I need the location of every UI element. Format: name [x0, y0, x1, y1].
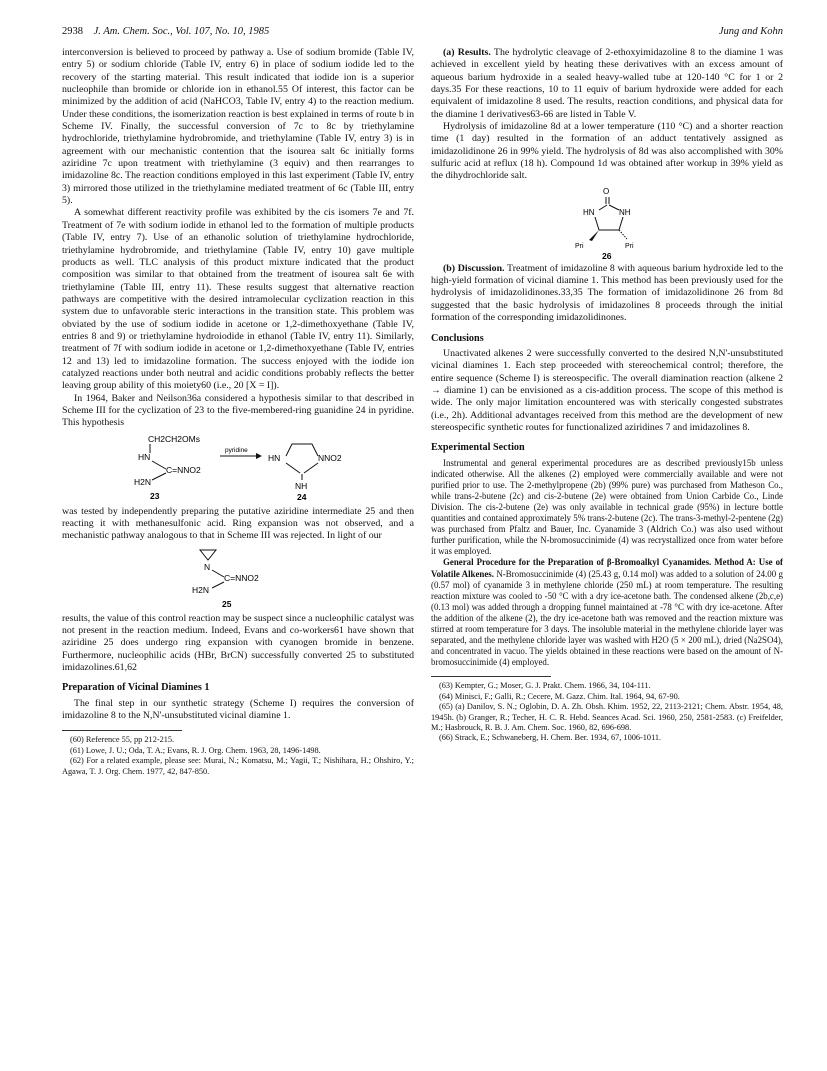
paragraph: The final step in our synthetic strategy (Scheme I) requires the conversion of imidazoline 8 to the N,N'-unsubstituted vicinal diamine 1. — [62, 697, 414, 722]
paragraph-text: N-Bromosuccinimide (4) (25.43 g, 0.14 mol) was added to a solution of 24.00 g (0.57 mol) of cyanamide 3 in methylene chloride (250 mL) at room temperature. The resulting reaction mixture was cooled to -50 °C with a dry ice-acetone bath. The condensed alkene (2b,c,e) (0.13 mol) was added through a dropping funnel maintained at -78 °C with dry ice-acetone. After the addition of the alkene (2), the dry ice-acetone bath was removed and the reaction mixture was stirred at room temperature for 3 days. The insoluble material in the methylene chloride layer was separated, and the methylene chloride layer was washed with H2O (5 × 200 mL), dried (Na2SO4), and concentrated in vacuo. The yields obtained in these reactions were based on the amount of N-bromosuccinimide (4) employed. — [431, 568, 783, 668]
paragraph: interconversion is believed to proceed by pathway a. Use of sodium bromide (Table IV, entry 5) or sodium chloride (Table IV, entry 6) in place of sodium iodide led to the recovery of the starting material. This result indicated that iodide ion is a superior nucleophile than bromide or chloride ion in ethanol.55 Of interest, this factor can be minimized by the addition of acid (NaHCO3, Table IV, entry 4) to the reaction medium. Under these conditions, the isomerization reaction is best explained in terms of route b in Scheme IV. Finally, the successful conversion of 7c to 8c by triethylamine hydrochloride, triethylamine hydrobromide, and triethylamine (Table IV, entry 3) is in agreement with our mechanistic contention that the isourea salt 6c initially forms aziridine 7c upon treatment with triethylamine (3 equiv) and then rearranges to imidazoline 8c. The reaction conditions employed in this last experiment (Table IV, entry 3) mirrored those utilized in the triethylamine mediated treatment of 6c (Table III, entry 5). — [62, 47, 414, 207]
paragraph-text: Treatment of imidazoline 8 with aqueous barium hydroxide led to the high-yield formation of vicinal diamine 1. This method has been previously used for the hydrolysis of imidazolidinones.33,35 The formation of imidazolidinone 26 from 8d suggested that the basic hydrolysis of imidazolines 8 proceeds through the initial formation of the corresponding imidazolidinones. — [431, 262, 783, 324]
paragraph: was tested by independently preparing the putative aziridine intermediate 25 and then reacting it with methanesulfonic acid. Ring expansion was not observed, and a mechanistic pathway analogous to that in Scheme III was rejected. In light of our — [62, 505, 414, 542]
journal-citation: J. Am. Chem. Soc., Vol. 107, No. 10, 1985 — [93, 26, 270, 37]
footnote: (62) For a related example, please see: Murai, N.; Komatsu, M.; Yagii, T.; Nishihara, H.; Ohshiro, Y.; Agawa, T. J. Org. Chem. 1977, 42, 847-850. — [62, 756, 414, 776]
section-heading-conclusions: Conclusions — [431, 332, 484, 344]
footnote: (64) Minisci, F.; Galli, R.; Cecere, M. Gazz. Chim. Ital. 1964, 94, 67-90. — [439, 691, 680, 701]
paragraph — [431, 47, 783, 121]
label-pyridine: pyridine — [225, 446, 248, 454]
running-header — [62, 26, 783, 37]
label-cnno2-25: C=NNO2 — [224, 572, 259, 583]
label-nno2-24: NNO2 — [318, 452, 342, 463]
page-number: 2938 — [62, 26, 83, 37]
footnote: (61) Lowe, J. U.; Oda, T. A.; Evans, R. J. Org. Chem. 1963, 28, 1496-1498. — [70, 745, 321, 755]
paragraph: Unactivated alkenes 2 were successfully converted to the desired N,N'-unsubstituted vicinal diamines 1. Each step proceeded with stereochemical control; therefore, the entire sequence (Scheme I) is stereospecific. The overall diamination reaction (alkene 2 → diamine 1) can be envisioned as a cis-addition process. The scope of this method is wide. The only major limitation encountered was with sterically congested substrates (i.e., 2h). Additional advantages received from this method are the development of new stereospecific synthetic routes for functionalized aziridines 7 and imidazolines 8. — [431, 347, 783, 433]
label-cnno2-23: C=NNO2 — [166, 464, 201, 475]
footnote-rule — [62, 730, 182, 731]
structure-26 — [547, 186, 667, 260]
compound-label-25: 25 — [222, 598, 232, 609]
label-h2n-25: H2N — [192, 584, 210, 595]
header-authors: Jung and Kohn — [718, 26, 783, 37]
label-nh-24: NH — [295, 480, 308, 491]
footnotes-left — [62, 735, 414, 777]
footnotes-right — [431, 681, 783, 743]
footnote: (60) Reference 55, pp 212-215. — [70, 735, 175, 745]
footnote-rule — [431, 676, 551, 677]
paragraph-text: The hydrolytic cleavage of 2-ethoxyimidazoline 8 to the diamine 1 was achieved in excellent yield by heating these derivatives with an excess amount of aqueous barium hydroxide in a sealed heavy-walled tube at 120-140 °C for 1 or 2 days.35 For these reactions, 10 to 11 equiv of barium hydroxide were added for each equivalent of imidazoline 8 used. The results, reaction conditions, and physical data for the diamine 1 derivatives63-66 are listed in Table V. — [431, 47, 783, 120]
paragraph: results, the value of this control reaction may be suspect since a nucleophilic catalyst was not present in the reaction medium. Indeed, Evans and co-workers61 have shown that aziridine 25 does undergo ring expansion with cyanogen bromide in benzene. Furthermore, nucleophilic acids (HBr, BrCN) successfully converted 25 to substituted imidazolines.61,62 — [62, 612, 414, 674]
compound-label-24: 24 — [297, 491, 307, 502]
paragraph — [431, 263, 783, 325]
two-column-body — [62, 47, 783, 777]
label-ch2ch2oms: CH2CH2OMs — [148, 433, 200, 444]
run-in-heading: (b) Discussion. — [443, 262, 505, 274]
right-column — [431, 47, 783, 777]
paragraph: Hydrolysis of imidazoline 8d at a lower temperature (110 °C) and a shorter reaction time (1 day) resulted in the formation of an adduct tentatively assigned as imidazolidinone 26 in 99% yield. The hydrolysis of 8d was also accomplished with 30% sulfuric acid at reflux (18 h). Compound 1d was obtained after workup in 39% yield as the dihydrochloride salt. — [431, 121, 783, 182]
run-in-heading: (a) Results. — [443, 47, 491, 58]
paragraph: In 1964, Baker and Neilson36a considered a hypothesis similar to that described in Scheme III for the cyclization of 23 to the five-membered-ring guanidine 24 in pyridine. This hypothesis — [62, 392, 414, 429]
label-pr-right-26: Pri — [625, 242, 634, 250]
compound-label-23: 23 — [150, 490, 160, 501]
experimental-text — [431, 458, 783, 669]
footnote: (63) Kempter, G.; Moser, G. J. Prakt. Chem. 1966, 34, 104-111. — [439, 681, 651, 691]
scheme-23-24 — [108, 433, 368, 503]
footnote: (65) (a) Danilov, S. N.; Oglobin, D. A. Zh. Obsh. Khim. 1952, 22, 2113-2121; Chem. Abstr. 1954, 48, 1945h. (b) Granger, R.; Techer, H. C. R. Hebd. Seances Acad. Sci. 1960, 250, 2581-2583. (c) Freifelder, M.; Hasbrouck, R. B. J. Am. Chem. Soc. 1960, 82, 696-698. — [431, 702, 783, 732]
label-hn-24: HN — [268, 452, 281, 463]
paragraph: Instrumental and general experimental procedures are as described previously15b unless indicated otherwise. All the alkenes (2) employed were commercially available and were not purified prior to use. The 2-methylpropene (2b) (99% pure) was purchased from Matheson Co., while trans-2-butene (2c) and cis-2-butene (2e) were obtained from Union Carbide Co., Linde Division. The cis-2-butene (2e) was only available in technical grade (95%) in lecture bottle quantities and contained approximately 5% trans-2-butene (2c). The trans-3-methyl-2-pentene (2g) was purchased from Pfaltz and Bauer, Inc. Cyanamide 3 (Aldrich Co.) was also used without further purification, while the N-bromosuccinimide (4) was recrystallized once from water before it was employed. — [431, 457, 783, 557]
label-nh-26: NH — [619, 207, 631, 217]
label-hn-26: HN — [583, 207, 595, 217]
paragraph: A somewhat different reactivity profile was exhibited by the cis isomers 7e and 7f. Treatment of 7e with sodium iodide in ethanol led to the formation of multiple products (Table IV, entry 7). Use of an ethanolic solution of triethylamine hydrochloride, triethylamine hydrobromide, and triethylamine (Table IV, entry 10) gave multiple products as well. TLC analysis of this product mixture indicated that the product composition was similar to that obtained from the treatment of isourea salt 6e with triethylamine (Table III, entry 11). These results suggest that alternative reaction pathways are competitive with the desired intramolecular cyclization reaction in this system due to unfavorable steric interactions in the transition state. This problem was obviated by the use of sodium iodide in acetone or 1,2-dimethoxyethane (Table IV, entries 8 and 9) or triethylamine hydroiodide in ethanol (Table IV, entry 11). Similarly, treatment of 7f with sodium iodide in acetone or 1,2-dimethoxyethane (Table IV, entries 12 and 13) led to imidazoline formation. The success enjoyed with the iodide ion catalyzed reactions under both neutral and acidic conditions probably reflects the better leaving group ability of this moiety60 (i.e., 20 [X = I]). — [62, 207, 414, 392]
section-heading: Preparation of Vicinal Diamines 1 — [62, 682, 210, 694]
paragraph — [431, 557, 783, 668]
footnote: (66) Strack, E.; Schwaneberg, H. Chem. Ber. 1934, 67, 1006-1011. — [439, 733, 662, 743]
label-h2n-23: H2N — [134, 476, 152, 487]
section-heading-experimental: Experimental Section — [431, 442, 525, 454]
left-column — [62, 47, 414, 777]
label-n-25: N — [204, 561, 211, 572]
run-in-heading: General Procedure for the Preparation of β-Bromoalkyl Cyanamides. Method A: Use of Volatile Alkenes. — [431, 557, 783, 579]
structure-25 — [148, 546, 328, 610]
header-left — [62, 26, 269, 37]
label-o-26: O — [603, 186, 610, 196]
label-hn-23: HN — [138, 451, 151, 462]
compound-label-26: 26 — [602, 250, 612, 260]
label-pr-left-26: Pri — [575, 242, 584, 250]
